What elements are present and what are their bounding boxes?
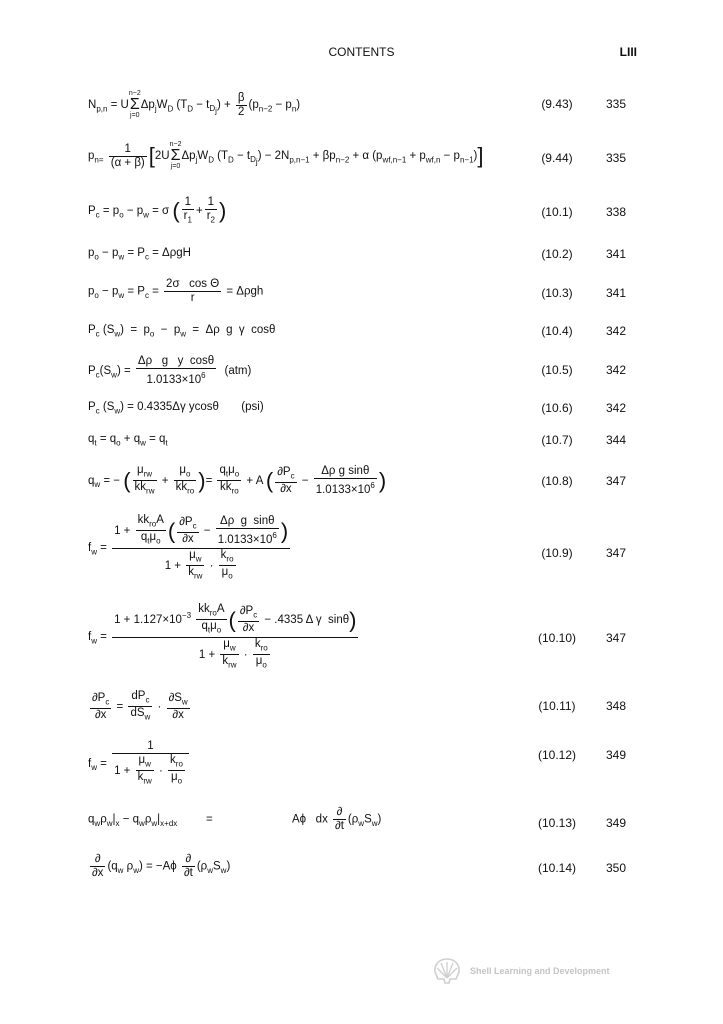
equation-page: 342 [605, 363, 626, 377]
equation-page: 342 [605, 401, 626, 415]
equation-number: (10.5) [541, 363, 573, 377]
equation-page: 344 [605, 433, 626, 447]
equation-number: (10.7) [541, 433, 573, 447]
equation-page: 342 [605, 324, 626, 338]
equation-formula: $P_c$ $(S_w) = 0.4335\Delta\gamma$ ycosθ (psi) [88, 401, 264, 416]
equation-page: 350 [605, 861, 626, 875]
equation-number: (9.43) [541, 97, 573, 111]
footer-brand-text: Shell Learning and Development [470, 966, 610, 976]
equation-number: (9.44) [541, 151, 573, 165]
equation-page: 348 [605, 699, 626, 713]
equation-row [88, 355, 648, 385]
equation-number: (10.10) [537, 631, 577, 645]
equation-row [88, 853, 648, 885]
equation-page: 347 [605, 546, 626, 560]
equation-page: 341 [605, 247, 626, 261]
equation-number: (10.8) [541, 474, 573, 488]
equation-row [88, 740, 648, 792]
equation-formula: $P_c = p_o - p_w = \sigma$ ( $\frac{1}{r_1}$ + $\frac{1}{r_2}$ ) [88, 196, 227, 225]
equation-row [88, 90, 648, 124]
equation-row [88, 401, 648, 417]
equation-page: 349 [605, 816, 626, 830]
equation-row [88, 514, 648, 590]
equation-formula: $f_w$ = 1 + $\frac{kk_{ro}A}{q_t\mu_o}$ ( $\frac{\partial P_c}{\partial x}$ − $\frac{\text{Δρ g sinθ}}{1.0133\times 10^6}$ ) 1 + $\frac{\mu_w}{k_{rw}}$ · $\frac{k_{ro}}{\mu_o}$ [88, 514, 289, 581]
equation-number: (10.12) [537, 748, 577, 762]
equation-formula: $q_t = q_o + q_w = q_t$ [88, 433, 168, 448]
equation-number: (10.2) [541, 247, 573, 261]
equation-number: (10.14) [537, 861, 577, 875]
equation-formula: $q_w$ = − ( $\frac{\mu_{rw}}{kk_{rw}}$ + $\frac{\mu_o}{kk_{ro}}$ )= $\frac{q_t\mu_o}{kk_{ro}}$ + A ( $\frac{\partial P_c}{\partial x}$ − $\frac{\text{Δρ g sinθ}}{1.0133\times 10^6}$ ) [88, 464, 387, 496]
page-header-title: CONTENTS [328, 45, 395, 59]
equation-formula: $q_w\rho_w|_x - q_w\rho_w|_{x+dx}$ = Aϕ dx $\frac{\partial}{\partial t}$ $(\rho_wS_w)$ [88, 806, 382, 832]
equation-number: (10.3) [541, 286, 573, 300]
equation-number: (10.13) [537, 816, 577, 830]
equation-formula: $P_c(S_w)$ = $\frac{\text{Δρ g y cosθ}}{1.0133\times 10^6}$ (atm) [88, 355, 252, 386]
shell-logo-icon [432, 957, 462, 985]
equation-row [88, 806, 648, 838]
equation-row [88, 324, 648, 340]
equation-formula: $f_w$ = $1 + 1.127\times 10^{-3}$ $\frac{kk_{ro}A}{q_t\mu_o}$ ( $\frac{\partial P_c}{\partial x}$ − .4335 Δ γ sinθ) 1 + $\frac{\mu_w}{k_{rw}}$ · $\frac{k_{ro}}{\mu_o}$ [88, 603, 357, 670]
equation-row [88, 690, 648, 724]
equation-row [88, 247, 648, 263]
equation-formula: $p_o - p_w = P_c = \Delta\rho gH$ [88, 247, 191, 262]
equation-formula: $\frac{\partial}{\partial x}$ ($q_w$ $\rho_w) = -A\phi$ $\frac{\partial}{\partial t}$ $(\rho_wS_w)$ [92, 853, 231, 879]
page-number: LIII [619, 45, 637, 59]
equation-row [88, 603, 648, 679]
equation-page: 349 [605, 748, 626, 762]
equation-number: (10.6) [541, 401, 573, 415]
equation-formula: $p_{n=}$ $\frac{1}{(\alpha + \beta)}$ [2Un−2 Σ $j=0\Delta p_jW_D$ $(T_D - t_{D_j}) - 2N_{p,n-1} + \beta p_{n-2} + \alpha$ $(p_{wf,n-1} + p_{wf,n} - p_{n-1})$] [88, 141, 484, 170]
equation-row [88, 433, 648, 449]
equation-page: 341 [605, 286, 626, 300]
equation-formula: $f_w$ = 1 1 + $\frac{\mu_w}{k_{rw}}$ · $\frac{k_{ro}}{\mu_o}$ [88, 740, 191, 788]
equation-page: 347 [605, 474, 626, 488]
equation-number: (10.4) [541, 324, 573, 338]
equation-formula: $N_{p,n} = Un-2$ Σ $j=0\Delta p_jW_D$ $(T_D - t_{D_j})$ + $\frac{\beta}{2}$ $(p_{n-2} - p_n)$ [88, 90, 301, 119]
equation-formula: $p_o - p_w = P_c$ = $\frac{\text{2σ cos Θ}}{r}$ = Δρgh [88, 278, 264, 304]
equation-number: (10.9) [541, 546, 573, 560]
footer [432, 956, 610, 986]
equation-page: 335 [605, 97, 626, 111]
equation-row [88, 196, 648, 230]
equation-page: 347 [605, 631, 626, 645]
equation-page: 338 [605, 205, 626, 219]
equation-number: (10.1) [541, 205, 573, 219]
equation-row [88, 464, 648, 498]
equation-page: 335 [605, 151, 626, 165]
equation-row [88, 278, 648, 308]
equation-formula: $P_c$ $(S_w) = p_o - p_w = \Delta\rho$ g γ cosθ [88, 324, 276, 339]
equation-formula: $\frac{\partial P_c}{\partial x}$ = $\frac{dP_c}{dS_w}$ · $\frac{\partial S_w}{\partial x}$ [92, 690, 188, 722]
equation-row [88, 141, 648, 179]
equation-number: (10.11) [538, 699, 576, 713]
